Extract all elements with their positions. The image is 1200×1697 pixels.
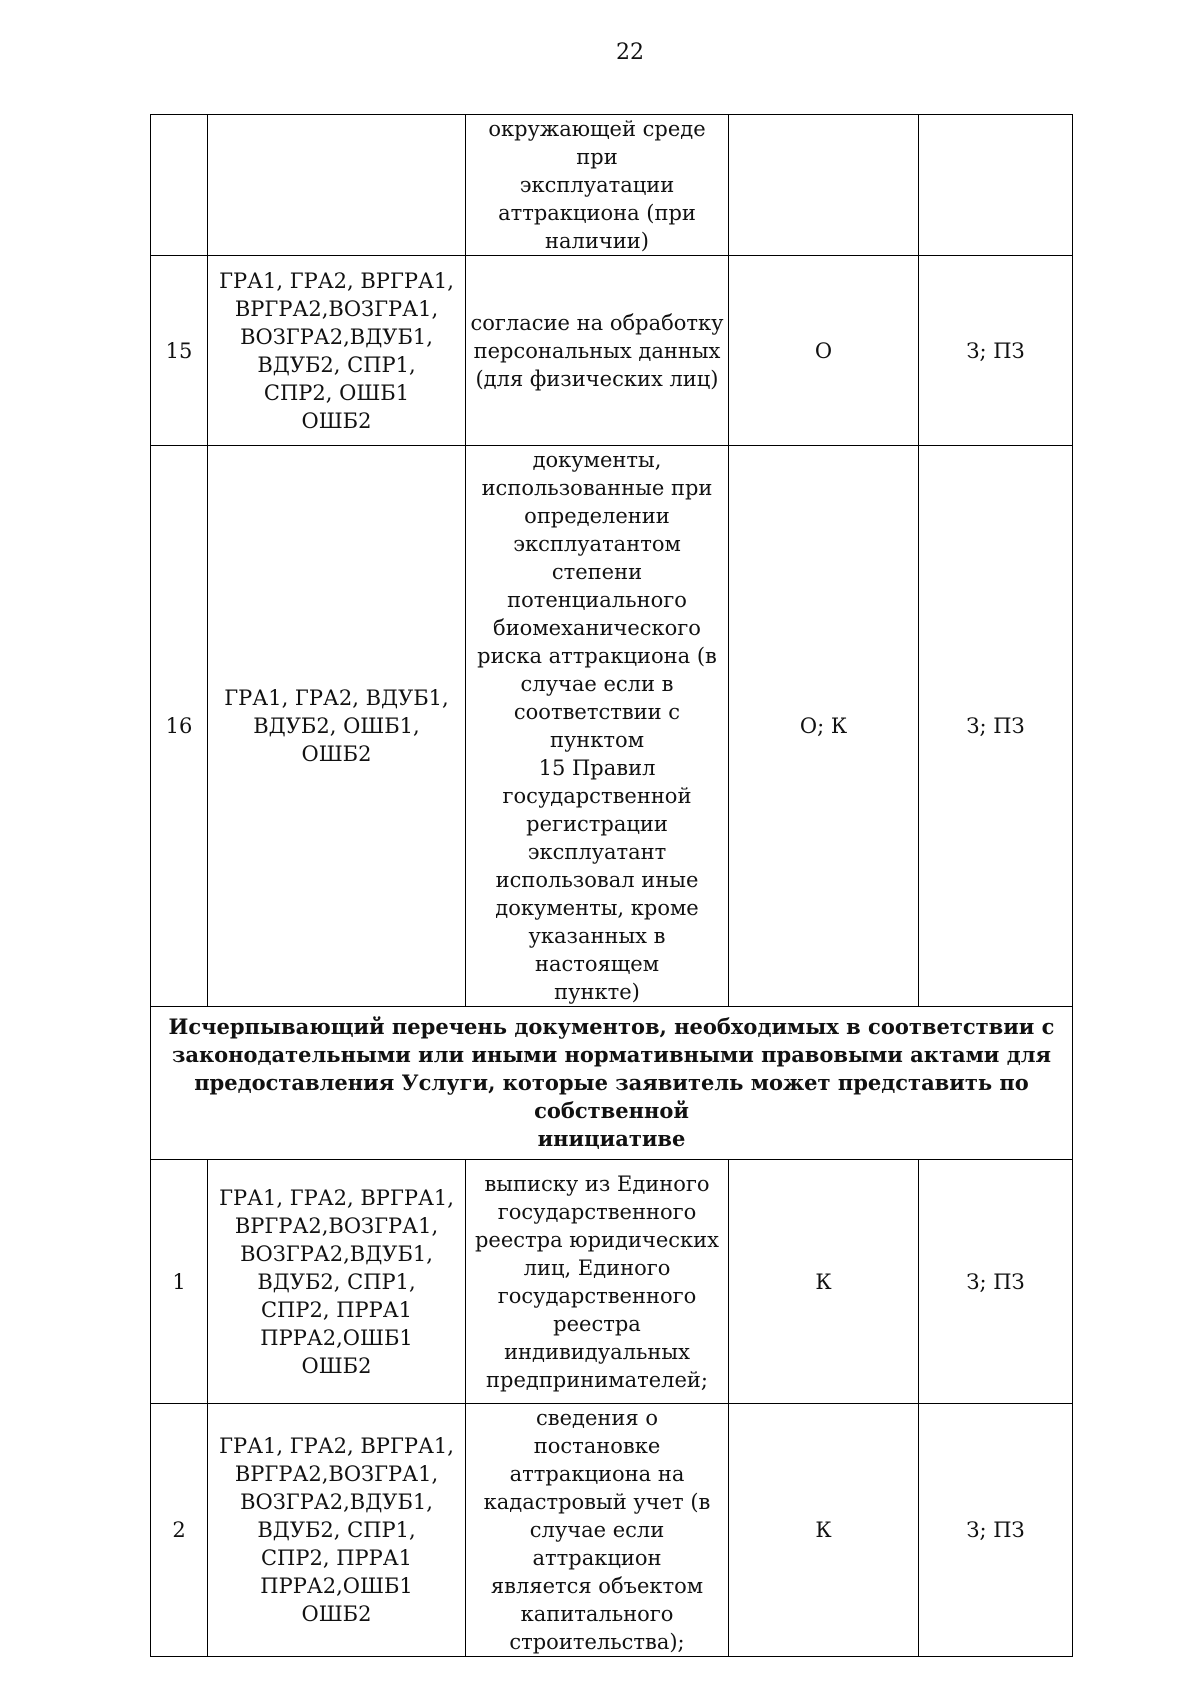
form-cell — [729, 115, 919, 256]
codes-cell — [208, 115, 466, 256]
type-cell: З; ПЗ — [919, 256, 1073, 446]
document-cell: выписку из Единого государственного реестра юридических лиц, Единого государственного реестра индивидуальных предпринимателей; — [466, 1160, 729, 1404]
page-number: 22 — [616, 40, 644, 65]
type-cell: З; ПЗ — [919, 1160, 1073, 1404]
form-cell: О; К — [729, 446, 919, 1007]
codes-cell: ГРА1, ГРА2, ВРГРА1, ВРГРА2,ВОЗГРА1, ВОЗГРА2,ВДУБ1, ВДУБ2, СПР1, СПР2, ОШБ1 ОШБ2 — [208, 256, 466, 446]
table-row — [151, 1160, 1073, 1404]
type-cell — [919, 115, 1073, 256]
codes-cell: ГРА1, ГРА2, ВРГРА1, ВРГРА2,ВОЗГРА1, ВОЗГРА2,ВДУБ1, ВДУБ2, СПР1, СПР2, ПРРА1 ПРРА2,ОШБ1 ОШБ2 — [208, 1160, 466, 1404]
table-row — [151, 115, 1073, 256]
table-row — [151, 1404, 1073, 1657]
documents-table — [150, 114, 1073, 1657]
section-heading: Исчерпывающий перечень документов, необходимых в соответствии с законодательными или иными нормативными правовыми актами для предоставления Услуги, которые заявитель может представить по собственной инициативе — [151, 1007, 1073, 1160]
row-number-cell: 16 — [151, 446, 208, 1007]
row-number-cell — [151, 115, 208, 256]
form-cell: К — [729, 1160, 919, 1404]
table-row — [151, 446, 1073, 1007]
section-heading-row — [151, 1007, 1073, 1160]
type-cell: З; ПЗ — [919, 1404, 1073, 1657]
codes-cell: ГРА1, ГРА2, ВДУБ1, ВДУБ2, ОШБ1, ОШБ2 — [208, 446, 466, 1007]
table-row — [151, 256, 1073, 446]
row-number-cell: 15 — [151, 256, 208, 446]
codes-cell: ГРА1, ГРА2, ВРГРА1, ВРГРА2,ВОЗГРА1, ВОЗГРА2,ВДУБ1, ВДУБ2, СПР1, СПР2, ПРРА1 ПРРА2,ОШБ1 ОШБ2 — [208, 1404, 466, 1657]
row-number-cell: 2 — [151, 1404, 208, 1657]
form-cell: О — [729, 256, 919, 446]
document-cell: согласие на обработку персональных данных (для физических лиц) — [466, 256, 729, 446]
document-cell: окружающей среде при эксплуатации аттракциона (при наличии) — [466, 115, 729, 256]
document-cell: документы, использованные при определении эксплуатантом степени потенциального биомеханического риска аттракциона (в случае если в соответствии с пунктом 15 Правил государственной регистрации эксплуатант использовал иные документы, кроме указанных в настоящем пункте) — [466, 446, 729, 1007]
form-cell: К — [729, 1404, 919, 1657]
row-number-cell: 1 — [151, 1160, 208, 1404]
document-cell: сведения о постановке аттракциона на кадастровый учет (в случае если аттракцион является объектом капитального строительства); — [466, 1404, 729, 1657]
type-cell: З; ПЗ — [919, 446, 1073, 1007]
